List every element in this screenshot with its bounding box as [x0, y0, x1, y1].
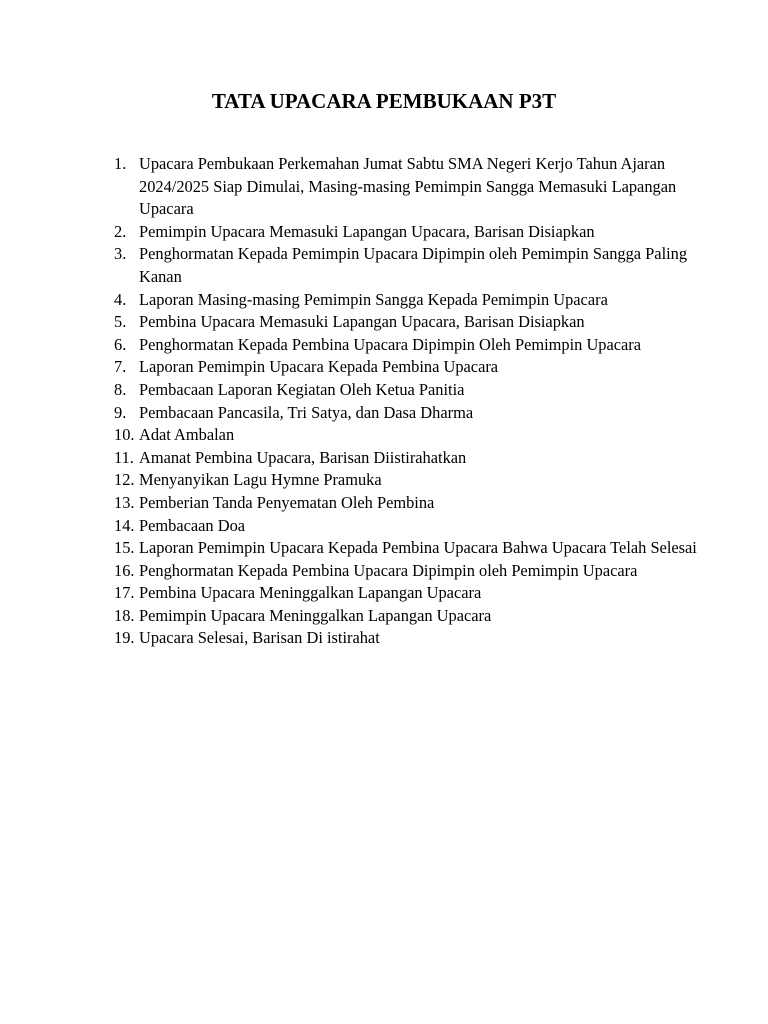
list-item-text: Pemimpin Upacara Memasuki Lapangan Upacara, Barisan Disiapkan — [139, 221, 595, 241]
list-item-text: Pembacaan Doa — [139, 515, 246, 535]
list-item-number: 14. — [114, 515, 135, 535]
list-item-number: 13. — [114, 492, 135, 512]
list-item-number: 5. — [114, 312, 127, 332]
list-item-text: Pemberian Tanda Penyematan Oleh Pembina — [139, 492, 435, 512]
list-item — [0, 447, 768, 470]
list-item-text: Adat Ambalan — [139, 425, 235, 445]
list-item-text: Penghormatan Kepada Pemimpin Upacara Dipimpin oleh Pemimpin Sangga Paling Kanan — [139, 244, 688, 286]
page-title: TATA UPACARA PEMBUKAAN P3T — [211, 89, 557, 113]
list-item — [0, 424, 768, 447]
list-item-number: 16. — [114, 560, 135, 580]
list-item-number: 19. — [114, 628, 135, 648]
list-item-text: Penghormatan Kepada Pembina Upacara Dipimpin Oleh Pemimpin Upacara — [139, 334, 642, 354]
list-item-text: Amanat Pembina Upacara, Barisan Diistirahatkan — [139, 447, 467, 467]
list-item — [0, 605, 768, 628]
list-item-text: Laporan Pemimpin Upacara Kepada Pembina Upacara — [139, 357, 499, 377]
agenda-list — [0, 153, 768, 650]
list-item-number: 15. — [114, 538, 135, 558]
list-item — [0, 311, 768, 334]
list-item-number: 9. — [114, 402, 127, 422]
list-item-text: Upacara Selesai, Barisan Di istirahat — [139, 628, 380, 648]
list-item — [0, 560, 768, 583]
list-item-number: 17. — [114, 583, 135, 603]
list-item-number: 8. — [114, 379, 127, 399]
list-item-number: 12. — [114, 470, 135, 490]
list-item-number: 18. — [114, 605, 135, 625]
list-item — [0, 243, 768, 288]
list-item-text: Laporan Pemimpin Upacara Kepada Pembina Upacara Bahwa Upacara Telah Selesai — [139, 538, 697, 558]
list-item — [0, 153, 768, 221]
list-item-text: Pembina Upacara Memasuki Lapangan Upacara, Barisan Disiapkan — [139, 312, 585, 332]
list-item-text: Penghormatan Kepada Pembina Upacara Dipimpin oleh Pemimpin Upacara — [139, 560, 638, 580]
list-item — [0, 334, 768, 357]
list-item-text: Upacara Pembukaan Perkemahan Jumat Sabtu SMA Negeri Kerjo Tahun Ajaran 2024/2025 Siap Dimulai, Masing-masing Pemimpin Sangga Memasuki Lapangan Upacara — [139, 154, 677, 219]
list-item — [0, 582, 768, 605]
list-item-number: 7. — [114, 357, 127, 377]
list-item — [0, 469, 768, 492]
list-item-number: 4. — [114, 289, 127, 309]
list-item — [0, 492, 768, 515]
list-item-text: Pemimpin Upacara Meninggalkan Lapangan Upacara — [139, 605, 492, 625]
list-item — [0, 221, 768, 244]
list-item — [0, 537, 768, 560]
list-item-number: 2. — [114, 221, 127, 241]
list-item — [0, 379, 768, 402]
list-item-number: 10. — [114, 425, 135, 445]
list-item-number: 6. — [114, 334, 127, 354]
list-item-number: 3. — [114, 244, 127, 264]
list-item-text: Menyanyikan Lagu Hymne Pramuka — [139, 470, 382, 490]
list-item-text: Pembacaan Laporan Kegiatan Oleh Ketua Panitia — [139, 379, 465, 399]
list-item-number: 1. — [114, 154, 127, 173]
list-item-text: Pembina Upacara Meninggalkan Lapangan Upacara — [139, 583, 482, 603]
list-item — [0, 289, 768, 312]
list-item — [0, 356, 768, 379]
list-item — [0, 627, 768, 650]
list-item — [0, 402, 768, 425]
list-item-number: 11. — [114, 447, 134, 467]
list-item-text: Laporan Masing-masing Pemimpin Sangga Kepada Pemimpin Upacara — [139, 289, 608, 309]
list-item — [0, 515, 768, 538]
list-item-text: Pembacaan Pancasila, Tri Satya, dan Dasa Dharma — [139, 402, 474, 422]
